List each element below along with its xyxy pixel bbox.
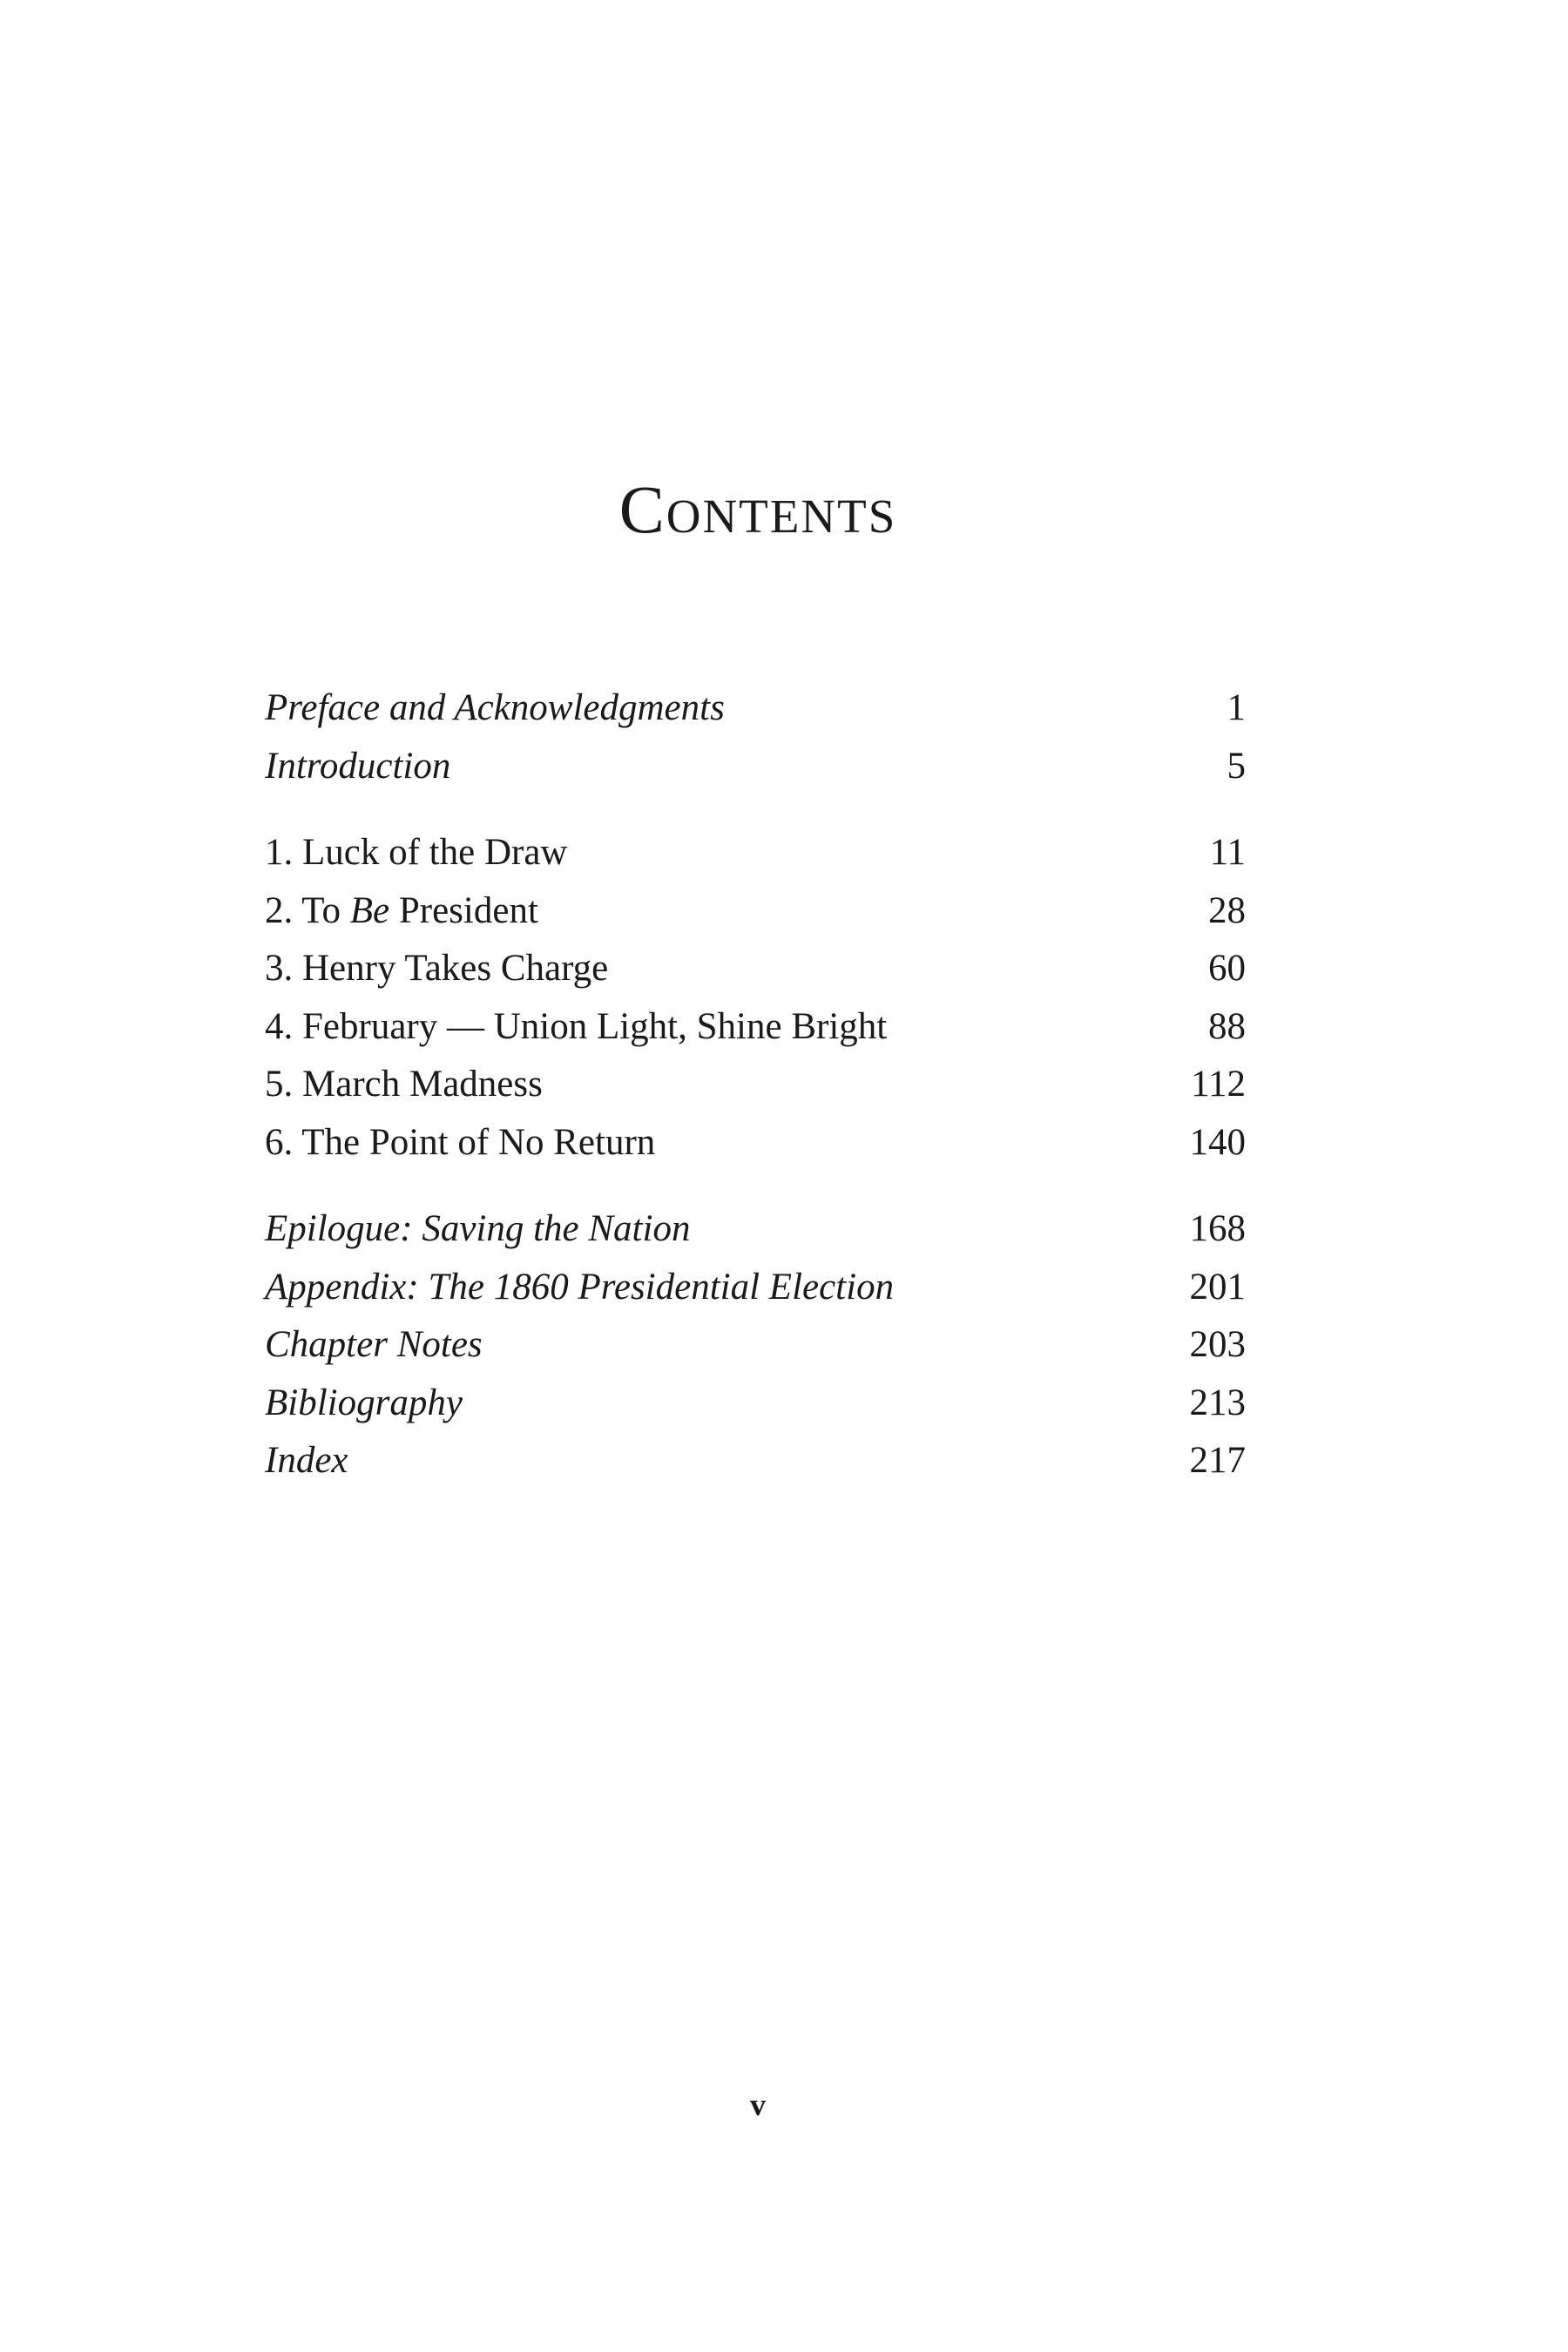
toc-entry[interactable] [265,882,1246,941]
toc-entry[interactable] [265,1200,1246,1259]
toc-entry[interactable] [265,824,1246,882]
toc-entry-page: 213 [1189,1382,1246,1423]
toc-entry-title: 1. Luck of the Draw [265,832,568,873]
page-number: v [750,2087,766,2122]
chapters-group [265,824,1246,1172]
toc-entry-page: 5 [1227,745,1246,787]
toc-entry-title: 4. February — Union Light, Shine Bright [265,1005,888,1047]
toc-entry[interactable] [265,679,1246,738]
toc-entry-title: Chapter Notes [265,1324,483,1365]
toc-entry[interactable] [265,1375,1246,1433]
toc-entry-title-suffix: President [389,889,538,931]
toc-entry-title: 6. The Point of No Return [265,1121,656,1163]
toc-entry-page: 168 [1189,1208,1246,1249]
toc-entry-page: 28 [1208,889,1246,931]
toc-entry[interactable] [265,1114,1246,1173]
toc-entry-title: Index [265,1440,348,1481]
toc-entry[interactable] [265,998,1246,1057]
toc-entry-title: Appendix: The 1860 Presidential Election [265,1266,895,1308]
toc-entry[interactable] [265,1432,1246,1490]
toc-entry-page: 201 [1189,1266,1246,1308]
toc-entry-page: 112 [1191,1064,1246,1105]
toc-entry[interactable] [265,1316,1246,1375]
toc-entry-title: Bibliography [265,1382,463,1423]
page-title: Contents [618,471,897,547]
toc-entry-page: 11 [1209,832,1246,873]
toc-entry-title [265,882,538,940]
toc-entry-page: 60 [1208,948,1246,989]
toc-entry-title: 5. March Madness [265,1064,543,1105]
toc-entry[interactable] [265,1056,1246,1114]
table-of-contents [265,679,1246,1490]
toc-entry-page: 217 [1189,1440,1246,1481]
toc-entry-title-prefix: 2. To [265,889,350,931]
toc-entry-title: Epilogue: Saving the Nation [265,1208,691,1249]
toc-entry-page: 1 [1227,687,1246,728]
toc-entry-title: Introduction [265,745,451,787]
toc-entry[interactable] [265,1259,1246,1317]
toc-entry[interactable] [265,738,1246,796]
toc-entry[interactable] [265,940,1246,998]
toc-entry-page: 140 [1189,1121,1246,1163]
back-matter-group [265,1200,1246,1490]
toc-entry-title: 3. Henry Takes Charge [265,948,609,989]
toc-entry-page: 88 [1208,1005,1246,1047]
toc-entry-page: 203 [1189,1324,1246,1365]
front-matter-group [265,679,1246,795]
toc-entry-title-emphasis: Be [349,889,390,931]
toc-entry-title: Preface and Acknowledgments [265,687,725,728]
